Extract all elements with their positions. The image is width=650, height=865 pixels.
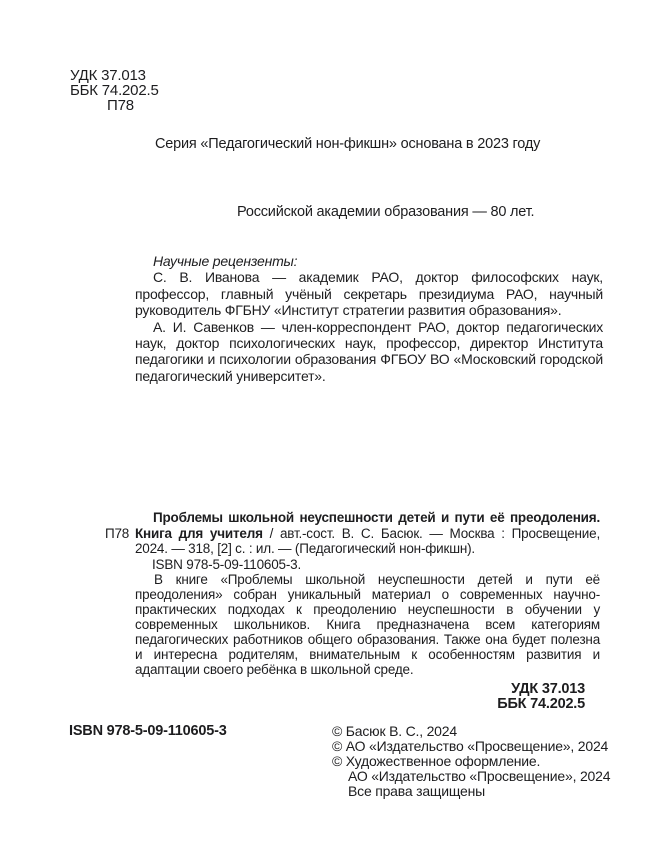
catalog-card (105, 510, 600, 712)
author-sign: П78 (107, 97, 134, 114)
catalog-isbn-line: ISBN 978-5-09-110605-3. (152, 556, 301, 572)
top-codes-block (70, 68, 159, 113)
catalog-author-sign: П78 (105, 525, 130, 541)
bbk-code-bottom: ББК 74.202.5 (497, 695, 585, 712)
bottom-codes-block (135, 682, 600, 711)
book-title: Проблемы школьной неуспешности детей и пути её преодоления. Книга для учителя (135, 510, 600, 541)
udk-code: УДК 37.013 (70, 67, 146, 84)
bbk-code: ББК 74.202.5 (70, 82, 159, 99)
reviewer-entry-ivanova: С. В. Иванова — академик РАО, доктор философских наук, профессор, главный учёный секретарь президиума РАО, научный руководитель ФГБНУ «Институт стратегии развития образования». (135, 269, 603, 319)
copyright-line: Все права защищены (348, 782, 486, 799)
catalog-entry (135, 510, 600, 557)
copyright-list (332, 724, 610, 799)
copyright-line: © АО «Издательство «Просвещение», 2024 (332, 737, 609, 754)
footer-isbn: ISBN 978-5-09-110605-3 (69, 722, 227, 739)
reviewer-entry-savenkov: А. И. Савенков — член-корреспондент РАО, доктор педагогических наук, доктор психологических наук, профессор, директор Института педагогики и психологии образования ФГБОУ ВО «Московский городской педагогический университет». (135, 318, 603, 384)
reviewers-label: Научные рецензенты: (153, 253, 298, 269)
catalog-entry-details: / авт.-сост. В. С. Басюк. — Москва : Просвещение, 2024. — 318, [2] с. : ил. — (Педагогический нон-фикшн). (135, 525, 600, 556)
copyright-line: © Басюк В. С., 2024 (332, 722, 457, 739)
series-note: Серия «Педагогический нон-фикшн» основана в 2023 году (155, 136, 541, 152)
reviewers-section (135, 253, 603, 384)
copyright-line: АО «Издательство «Просвещение», 2024 (348, 767, 611, 784)
rao-anniversary-note: Российской академии образования — 80 лет. (237, 204, 535, 220)
udk-code-bottom: УДК 37.013 (511, 681, 585, 697)
annotation-text: В книге «Проблемы школьной неуспешности детей и пути её преодоления» собран уникальный материал о современных научно-практических подходах к преодолению неуспешности в обучении у современных школьников. Книга предназначена всем категориям педагогических работников общего образования. Также она будет полезна и интересна родителям, внимательным к особенностям развития и адаптации своего ребёнка в школьной среде. (135, 572, 600, 677)
copyright-line: © Художественное оформление. (332, 752, 541, 769)
